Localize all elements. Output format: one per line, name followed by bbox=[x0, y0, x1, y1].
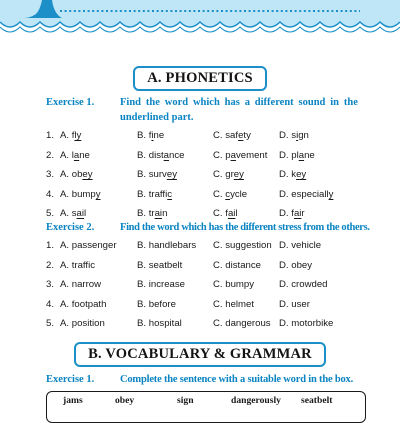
option-text: ycle bbox=[230, 188, 248, 200]
answer-option: B. handlebars bbox=[137, 240, 197, 251]
question-number: 2. bbox=[46, 259, 55, 271]
option-text: A. f bbox=[60, 130, 75, 141]
option-text: nce bbox=[169, 149, 185, 161]
instruction-word: has bbox=[224, 97, 240, 108]
option-text: C. p bbox=[213, 149, 231, 161]
option-text: D. s bbox=[279, 130, 297, 141]
underlined-part: y bbox=[328, 188, 334, 200]
answer-option: B. hospital bbox=[137, 318, 182, 329]
question-number: 1. bbox=[46, 130, 55, 141]
underlined-part: a bbox=[230, 149, 236, 161]
word-box-item: dangerously bbox=[231, 395, 281, 406]
instruction-word: word bbox=[164, 97, 189, 108]
question-row bbox=[46, 130, 376, 144]
question-row bbox=[46, 299, 376, 313]
question-number: 3. bbox=[46, 169, 55, 180]
option-text: ne bbox=[79, 149, 90, 161]
answer-option: A. passenger bbox=[60, 240, 117, 251]
answer-option: D. user bbox=[279, 298, 310, 310]
option-text: C. f bbox=[213, 208, 228, 219]
answer-option bbox=[213, 169, 244, 180]
answer-option bbox=[279, 189, 333, 200]
answer-option: A. narrow bbox=[60, 279, 102, 290]
instruction-word: different bbox=[254, 97, 294, 108]
question-row bbox=[46, 279, 376, 293]
underlined-part: y bbox=[95, 188, 101, 200]
answer-option: D. crowded bbox=[279, 279, 328, 290]
exercise2-instruction: Find the word which has the different stress from the others. bbox=[120, 222, 370, 233]
answer-option bbox=[213, 130, 251, 141]
option-text: D. pl bbox=[279, 149, 299, 161]
instruction-word: the bbox=[343, 97, 358, 108]
option-text: B. traffi bbox=[137, 188, 168, 200]
section-a-heading bbox=[0, 66, 400, 91]
option-text: ne bbox=[304, 149, 315, 161]
exercise1-instruction-words bbox=[120, 97, 358, 108]
question-row bbox=[46, 208, 376, 222]
question-row bbox=[46, 150, 376, 164]
option-text: C. bbox=[213, 188, 226, 200]
question-row bbox=[46, 318, 376, 332]
answer-option bbox=[279, 130, 309, 141]
question-row bbox=[46, 260, 376, 274]
option-text: D. especiall bbox=[279, 188, 329, 200]
underlined-part: a bbox=[298, 149, 305, 161]
underlined-part: ai bbox=[227, 208, 236, 219]
option-text: B. f bbox=[137, 130, 152, 141]
answer-option bbox=[279, 150, 315, 161]
option-text: gn bbox=[298, 130, 309, 141]
answer-option bbox=[60, 130, 81, 141]
question-number: 5. bbox=[46, 208, 55, 219]
answer-option bbox=[279, 208, 305, 219]
underlined-part: ai bbox=[76, 208, 84, 219]
answer-option bbox=[213, 150, 267, 161]
answer-option: D. motorbike bbox=[279, 318, 334, 329]
underlined-part: c bbox=[225, 188, 231, 200]
answer-option: B. seatbelt bbox=[137, 259, 183, 271]
answer-option bbox=[60, 189, 101, 200]
instruction-word: a bbox=[244, 97, 250, 108]
answer-option: A. traffic bbox=[60, 259, 96, 271]
section-b-exercise1-label: Exercise 1. bbox=[46, 374, 95, 385]
option-text: A. l bbox=[60, 149, 74, 161]
instruction-word: the bbox=[145, 97, 160, 108]
underlined-part: i bbox=[296, 130, 299, 141]
underlined-part: ey bbox=[296, 169, 307, 180]
option-text: A. s bbox=[60, 208, 77, 219]
answer-option: C. distance bbox=[213, 259, 261, 271]
word-box-item: sign bbox=[177, 395, 194, 406]
option-text: l bbox=[235, 208, 238, 219]
answer-option: C. helmet bbox=[213, 298, 255, 310]
option-text: r bbox=[301, 208, 305, 219]
answer-option bbox=[213, 189, 247, 200]
option-text: A. ob bbox=[60, 169, 83, 180]
question-row bbox=[46, 169, 376, 183]
underlined-part: ey bbox=[233, 169, 244, 180]
underlined-part: a bbox=[163, 149, 170, 161]
section-b-heading bbox=[0, 342, 400, 367]
option-text: ne bbox=[153, 130, 165, 141]
answer-option: C. bumpy bbox=[213, 279, 255, 290]
option-text: A. bump bbox=[60, 188, 96, 200]
answer-option bbox=[137, 169, 177, 180]
answer-option bbox=[137, 150, 184, 161]
instruction-word: sound bbox=[298, 97, 326, 108]
section-b-exercise1-instruction: Complete the sentence with a suitable word in the box. bbox=[120, 374, 354, 385]
section-b-exercise1-instruction-line bbox=[46, 374, 366, 385]
underlined-part: ly bbox=[74, 130, 82, 141]
answer-option: C. dangerous bbox=[213, 318, 271, 329]
answer-option bbox=[137, 130, 164, 141]
answer-option bbox=[137, 189, 172, 200]
option-text: B. surv bbox=[137, 169, 167, 180]
word-box bbox=[46, 391, 366, 423]
question-number: 4. bbox=[46, 188, 55, 200]
underlined-part: ey bbox=[166, 169, 177, 180]
question-number: 5. bbox=[46, 318, 55, 329]
exercise2-label: Exercise 2. bbox=[46, 222, 95, 233]
instruction-word: Find bbox=[120, 97, 142, 108]
option-text: B. tr bbox=[137, 208, 155, 219]
option-text: ty bbox=[243, 130, 251, 141]
question-row bbox=[46, 189, 376, 203]
option-text: B. dist bbox=[137, 149, 164, 161]
option-text: vement bbox=[235, 149, 268, 161]
option-text: D. f bbox=[279, 208, 294, 219]
answer-option bbox=[279, 169, 306, 180]
answer-option: A. footpath bbox=[60, 298, 107, 310]
question-number: 4. bbox=[46, 298, 55, 310]
question-number: 2. bbox=[46, 149, 55, 161]
underlined-part: c bbox=[167, 188, 173, 200]
question-number: 1. bbox=[46, 240, 55, 251]
word-box-item: obey bbox=[115, 395, 135, 406]
answer-option: A. position bbox=[60, 318, 105, 329]
instruction-word: which bbox=[192, 97, 220, 108]
underlined-part: ai bbox=[293, 208, 302, 219]
answer-option: D. obey bbox=[279, 259, 313, 271]
section-a-title: A. PHONETICS bbox=[133, 66, 267, 91]
answer-option bbox=[60, 169, 93, 180]
exercise2-instruction-line bbox=[46, 222, 370, 233]
instruction-word: in bbox=[330, 97, 340, 108]
exercise1-label: Exercise 1. bbox=[46, 97, 95, 108]
answer-option bbox=[213, 208, 238, 219]
word-box-item: seatbelt bbox=[301, 395, 333, 406]
exercise1-instruction-line1 bbox=[46, 97, 358, 108]
underlined-part: ey bbox=[82, 169, 93, 180]
answer-option bbox=[60, 150, 90, 161]
question-row bbox=[46, 240, 376, 254]
underlined-part: ai bbox=[154, 208, 163, 219]
answer-option: C. suggestion bbox=[213, 240, 272, 251]
word-box-item: jams bbox=[63, 395, 83, 406]
answer-option: B. increase bbox=[137, 279, 185, 290]
underlined-part: i bbox=[151, 130, 154, 141]
exercise1-instruction-line2: underlined part. bbox=[120, 112, 194, 123]
option-text: n bbox=[162, 208, 168, 219]
underlined-part: e bbox=[238, 130, 244, 141]
option-text: C. saf bbox=[213, 130, 239, 141]
option-text: C. gr bbox=[213, 169, 234, 180]
answer-option bbox=[137, 208, 167, 219]
option-text: D. k bbox=[279, 169, 297, 180]
underlined-part: a bbox=[73, 149, 80, 161]
answer-option: B. before bbox=[137, 298, 176, 310]
option-text: l bbox=[84, 208, 87, 219]
question-number: 3. bbox=[46, 279, 55, 290]
answer-option bbox=[60, 208, 86, 219]
top-wave-band bbox=[0, 0, 400, 40]
answer-option: D. vehicle bbox=[279, 240, 322, 251]
section-b-title: B. VOCABULARY & GRAMMAR bbox=[74, 342, 326, 367]
